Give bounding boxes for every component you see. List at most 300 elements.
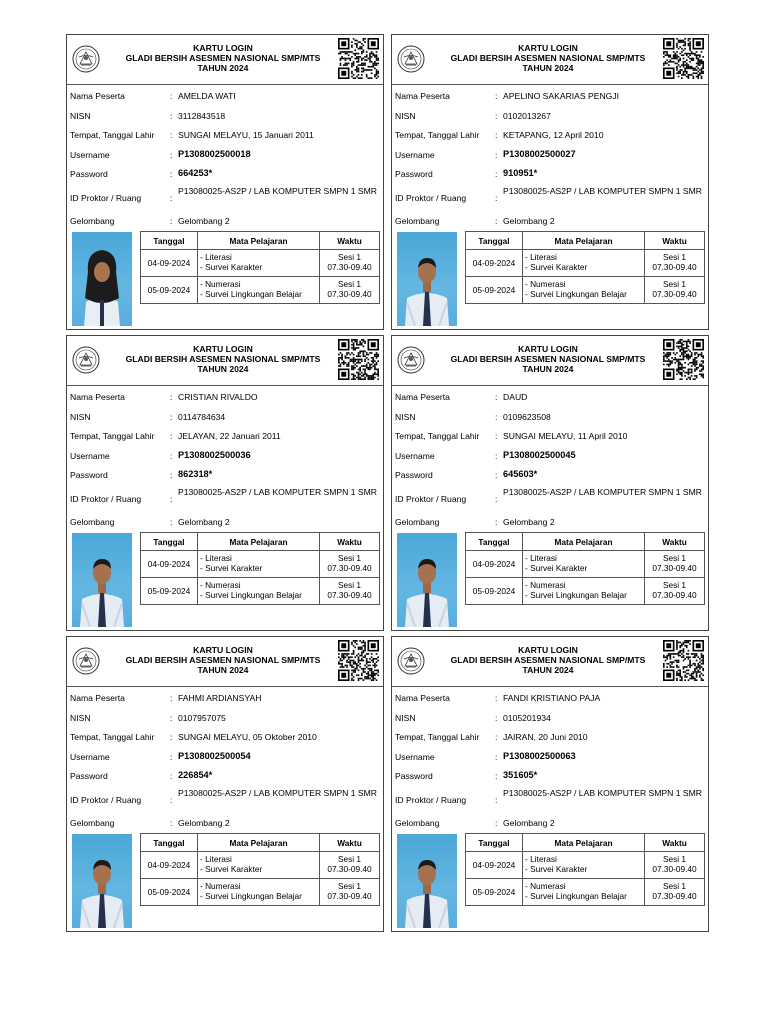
- label-ttl: Tempat, Tanggal Lahir: [395, 732, 480, 742]
- label-proktor: ID Proktor / Ruang: [395, 794, 467, 805]
- participant-info: [70, 388, 380, 532]
- card-title: KARTU LOGIN: [518, 43, 578, 53]
- schedule-row: [466, 277, 705, 304]
- participant-password: 226854*: [178, 770, 213, 780]
- participant-gelombang: Gelombang 2: [178, 817, 230, 828]
- subject-line: - Numerasi: [200, 279, 241, 290]
- qr-code-icon: [338, 38, 379, 79]
- label-nisn: NISN: [70, 110, 91, 121]
- qr-code-icon: [663, 640, 704, 681]
- card-header: [67, 637, 383, 687]
- time-range: 07.30-09.40: [327, 590, 372, 600]
- login-card-2: [391, 34, 709, 330]
- info-row-gelombang: [395, 513, 705, 533]
- label-password: Password: [395, 771, 433, 781]
- schedule-header-row: [141, 232, 380, 250]
- schedule-time: [645, 879, 705, 906]
- schedule-date: 05-09-2024: [141, 879, 198, 906]
- info-row-nisn: [70, 408, 380, 428]
- header-mapel: Mata Pelajaran: [198, 232, 320, 250]
- subject-line: - Survei Lingkungan Belajar: [525, 289, 627, 299]
- info-row-proktor: [395, 486, 705, 513]
- label-ttl: Tempat, Tanggal Lahir: [70, 431, 155, 441]
- colon: :: [495, 751, 498, 762]
- colon: :: [170, 411, 173, 422]
- schedule-row: [141, 852, 380, 879]
- colon: :: [170, 215, 173, 226]
- participant-nisn: 0114784634: [178, 411, 226, 422]
- schedule-date: 05-09-2024: [141, 578, 198, 605]
- tut-wuri-handayani-logo-icon: [71, 43, 101, 75]
- participant-username: P1308002500036: [178, 449, 251, 460]
- label-gelombang: Gelombang: [395, 817, 440, 828]
- schedule-subjects: [523, 852, 645, 879]
- participant-gelombang: Gelombang 2: [503, 215, 555, 226]
- colon: :: [495, 411, 498, 422]
- time-range: 07.30-09.40: [327, 891, 372, 901]
- card-year: TAHUN 2024: [197, 63, 249, 73]
- header-waktu: Waktu: [320, 232, 380, 250]
- card-subtitle: GLADI BERSIH ASESMEN NASIONAL SMP/MTS: [450, 354, 646, 364]
- schedule-time: [645, 578, 705, 605]
- header-mapel: Mata Pelajaran: [523, 232, 645, 250]
- schedule-time: [645, 852, 705, 879]
- subject-line: - Literasi: [200, 854, 232, 865]
- label-ttl: Tempat, Tanggal Lahir: [70, 130, 155, 140]
- tut-wuri-handayani-logo-icon: [71, 645, 101, 677]
- card-header: [67, 35, 383, 85]
- schedule-date: 04-09-2024: [141, 551, 198, 578]
- label-gelombang: Gelombang: [70, 817, 115, 828]
- card-header: [392, 35, 708, 85]
- info-row-ttl: [70, 728, 380, 748]
- card-year: TAHUN 2024: [522, 63, 574, 73]
- subject-line: - Literasi: [200, 252, 232, 263]
- card-subtitle: GLADI BERSIH ASESMEN NASIONAL SMP/MTS: [450, 655, 646, 665]
- card-title: KARTU LOGIN: [193, 344, 253, 354]
- colon: :: [170, 91, 173, 101]
- colon: :: [495, 712, 498, 723]
- info-row-ttl: [70, 427, 380, 447]
- colon: :: [495, 470, 498, 480]
- qr-code-icon: [663, 38, 704, 79]
- subject-line: - Literasi: [525, 854, 557, 865]
- colon: :: [170, 130, 173, 140]
- participant-photo: [397, 533, 457, 627]
- subject-line: - Survei Karakter: [200, 262, 263, 272]
- header-tanggal: Tanggal: [466, 232, 523, 250]
- schedule-date: 05-09-2024: [141, 277, 198, 304]
- participant-username: P1308002500027: [503, 148, 576, 159]
- label-password: Password: [70, 771, 108, 781]
- login-card-3: [66, 335, 384, 631]
- info-row-nisn: [395, 107, 705, 127]
- participant-name: APELINO SAKARIAS PENGJI: [503, 91, 620, 101]
- participant-nisn: 0109623508: [503, 411, 551, 422]
- card-title-block: [432, 344, 664, 374]
- time-range: 07.30-09.40: [327, 289, 372, 299]
- participant-proktor: P13080025-AS2P / LAB KOMPUTER SMPN 1 SMR: [178, 185, 378, 196]
- participant-gelombang: Gelombang 2: [503, 817, 555, 828]
- participant-birth: SUNGAI MELAYU, 15 Januari 2011: [178, 130, 314, 140]
- participant-password: 910951*: [503, 168, 538, 178]
- schedule-time: [645, 551, 705, 578]
- schedule-row: [466, 578, 705, 605]
- participant-name: CRISTIAN RIVALDO: [178, 392, 258, 402]
- schedule-row: [466, 551, 705, 578]
- card-subtitle: GLADI BERSIH ASESMEN NASIONAL SMP/MTS: [125, 53, 321, 63]
- card-title-block: [432, 645, 664, 675]
- schedule-subjects: [523, 551, 645, 578]
- label-proktor: ID Proktor / Ruang: [70, 192, 142, 203]
- schedule-row: [466, 879, 705, 906]
- info-row-username: [70, 447, 380, 467]
- info-row-password: [395, 165, 705, 185]
- info-row-password: [70, 767, 380, 787]
- colon: :: [170, 110, 173, 121]
- colon: :: [170, 392, 173, 402]
- schedule-date: 04-09-2024: [141, 250, 198, 277]
- label-username: Username: [395, 149, 435, 160]
- subject-line: - Numerasi: [200, 881, 241, 892]
- participant-photo: [72, 533, 132, 627]
- info-row-gelombang: [395, 212, 705, 232]
- participant-nisn: 3112843518: [178, 110, 226, 121]
- schedule-subjects: [523, 277, 645, 304]
- card-title: KARTU LOGIN: [518, 645, 578, 655]
- subject-line: - Survei Lingkungan Belajar: [200, 891, 302, 901]
- participant-gelombang: Gelombang 2: [178, 516, 230, 527]
- colon: :: [170, 693, 173, 703]
- login-card-1: [66, 34, 384, 330]
- schedule-row: [141, 578, 380, 605]
- qr-code-icon: [663, 339, 704, 380]
- subject-line: - Numerasi: [525, 580, 566, 591]
- subject-line: - Survei Karakter: [525, 563, 588, 573]
- colon: :: [495, 493, 498, 504]
- schedule-date: 05-09-2024: [466, 879, 523, 906]
- info-row-gelombang: [70, 212, 380, 232]
- header-waktu: Waktu: [320, 834, 380, 852]
- participant-birth: SUNGAI MELAYU, 05 Oktober 2010: [178, 732, 317, 742]
- label-ttl: Tempat, Tanggal Lahir: [395, 130, 480, 140]
- card-subtitle: GLADI BERSIH ASESMEN NASIONAL SMP/MTS: [125, 655, 321, 665]
- label-nama: Nama Peserta: [395, 392, 450, 402]
- subject-line: - Survei Karakter: [525, 864, 588, 874]
- colon: :: [170, 817, 173, 828]
- info-row-nama: [70, 689, 380, 709]
- session-label: Sesi 1: [337, 881, 362, 892]
- label-password: Password: [70, 470, 108, 480]
- schedule-table: [140, 833, 380, 906]
- label-nama: Nama Peserta: [395, 693, 450, 703]
- schedule-subjects: [198, 551, 320, 578]
- colon: :: [495, 693, 498, 703]
- label-proktor: ID Proktor / Ruang: [70, 794, 142, 805]
- info-row-proktor: [395, 787, 705, 814]
- label-password: Password: [70, 169, 108, 179]
- schedule-header-row: [141, 533, 380, 551]
- schedule-row: [141, 277, 380, 304]
- schedule-date: 05-09-2024: [466, 277, 523, 304]
- info-row-nama: [70, 87, 380, 107]
- info-row-nama: [395, 689, 705, 709]
- header-tanggal: Tanggal: [141, 232, 198, 250]
- participant-proktor: P13080025-AS2P / LAB KOMPUTER SMPN 1 SMR: [178, 787, 378, 798]
- qr-code-icon: [338, 640, 379, 681]
- label-nisn: NISN: [395, 411, 416, 422]
- subject-line: - Survei Lingkungan Belajar: [525, 590, 627, 600]
- header-waktu: Waktu: [645, 834, 705, 852]
- session-label: Sesi 1: [662, 881, 687, 892]
- label-gelombang: Gelombang: [70, 215, 115, 226]
- colon: :: [495, 110, 498, 121]
- session-label: Sesi 1: [337, 252, 362, 263]
- label-gelombang: Gelombang: [395, 215, 440, 226]
- label-username: Username: [395, 751, 435, 762]
- participant-photo: [397, 834, 457, 928]
- subject-line: - Survei Lingkungan Belajar: [200, 590, 302, 600]
- colon: :: [495, 794, 498, 805]
- session-label: Sesi 1: [662, 553, 687, 564]
- schedule-header-row: [466, 834, 705, 852]
- time-range: 07.30-09.40: [652, 891, 697, 901]
- participant-birth: KETAPANG, 12 April 2010: [503, 130, 604, 140]
- card-year: TAHUN 2024: [522, 665, 574, 675]
- label-nama: Nama Peserta: [395, 91, 450, 101]
- schedule-date: 04-09-2024: [466, 852, 523, 879]
- colon: :: [495, 91, 498, 101]
- schedule-date: 04-09-2024: [141, 852, 198, 879]
- header-waktu: Waktu: [645, 232, 705, 250]
- header-mapel: Mata Pelajaran: [523, 533, 645, 551]
- time-range: 07.30-09.40: [327, 262, 372, 272]
- schedule-time: [320, 250, 380, 277]
- schedule-subjects: [523, 879, 645, 906]
- tut-wuri-handayani-logo-icon: [396, 645, 426, 677]
- header-tanggal: Tanggal: [141, 533, 198, 551]
- label-nama: Nama Peserta: [70, 392, 125, 402]
- header-waktu: Waktu: [320, 533, 380, 551]
- label-username: Username: [70, 149, 110, 160]
- info-row-proktor: [395, 185, 705, 212]
- participant-username: P1308002500063: [503, 750, 576, 761]
- info-row-username: [395, 447, 705, 467]
- card-title-block: [107, 645, 339, 675]
- participant-info: [395, 87, 705, 231]
- participant-nisn: 0107957075: [178, 712, 226, 723]
- participant-name: DAUD: [503, 392, 528, 402]
- session-label: Sesi 1: [662, 580, 687, 591]
- colon: :: [170, 516, 173, 527]
- schedule-subjects: [198, 578, 320, 605]
- schedule-header-row: [466, 232, 705, 250]
- schedule-time: [320, 277, 380, 304]
- info-row-username: [395, 748, 705, 768]
- colon: :: [495, 130, 498, 140]
- schedule-subjects: [523, 250, 645, 277]
- schedule-time: [320, 852, 380, 879]
- participant-name: FAHMI ARDIANSYAH: [178, 693, 262, 703]
- subject-line: - Literasi: [525, 252, 557, 263]
- card-title: KARTU LOGIN: [518, 344, 578, 354]
- time-range: 07.30-09.40: [327, 563, 372, 573]
- colon: :: [170, 192, 173, 203]
- time-range: 07.30-09.40: [652, 590, 697, 600]
- session-label: Sesi 1: [662, 279, 687, 290]
- card-subtitle: GLADI BERSIH ASESMEN NASIONAL SMP/MTS: [450, 53, 646, 63]
- participant-gelombang: Gelombang 2: [178, 215, 230, 226]
- header-tanggal: Tanggal: [466, 834, 523, 852]
- card-title: KARTU LOGIN: [193, 43, 253, 53]
- info-row-proktor: [70, 185, 380, 212]
- label-gelombang: Gelombang: [395, 516, 440, 527]
- info-row-password: [395, 767, 705, 787]
- time-range: 07.30-09.40: [327, 864, 372, 874]
- participant-birth: SUNGAI MELAYU, 11 April 2010: [503, 431, 628, 441]
- card-year: TAHUN 2024: [522, 364, 574, 374]
- info-row-nisn: [70, 709, 380, 729]
- card-title-block: [107, 43, 339, 73]
- participant-info: [70, 689, 380, 833]
- colon: :: [170, 771, 173, 781]
- colon: :: [170, 450, 173, 461]
- colon: :: [170, 712, 173, 723]
- colon: :: [495, 771, 498, 781]
- participant-proktor: P13080025-AS2P / LAB KOMPUTER SMPN 1 SMR: [503, 486, 703, 497]
- card-header: [392, 336, 708, 386]
- label-nisn: NISN: [395, 712, 416, 723]
- info-row-nama: [395, 388, 705, 408]
- card-year: TAHUN 2024: [197, 364, 249, 374]
- card-header: [392, 637, 708, 687]
- info-row-proktor: [70, 787, 380, 814]
- header-mapel: Mata Pelajaran: [523, 834, 645, 852]
- schedule-row: [141, 879, 380, 906]
- subject-line: - Survei Lingkungan Belajar: [525, 891, 627, 901]
- label-password: Password: [395, 470, 433, 480]
- colon: :: [495, 169, 498, 179]
- login-card-6: [391, 636, 709, 932]
- info-row-gelombang: [70, 513, 380, 533]
- schedule-date: 05-09-2024: [466, 578, 523, 605]
- label-ttl: Tempat, Tanggal Lahir: [70, 732, 155, 742]
- schedule-header-row: [466, 533, 705, 551]
- schedule-row: [466, 852, 705, 879]
- info-row-gelombang: [70, 814, 380, 834]
- schedule-time: [320, 879, 380, 906]
- session-label: Sesi 1: [662, 252, 687, 263]
- schedule-table: [465, 833, 705, 906]
- participant-photo: [72, 834, 132, 928]
- card-subtitle: GLADI BERSIH ASESMEN NASIONAL SMP/MTS: [125, 354, 321, 364]
- label-ttl: Tempat, Tanggal Lahir: [395, 431, 480, 441]
- participant-info: [395, 388, 705, 532]
- label-nisn: NISN: [70, 712, 91, 723]
- session-label: Sesi 1: [662, 854, 687, 865]
- tut-wuri-handayani-logo-icon: [71, 344, 101, 376]
- label-nisn: NISN: [70, 411, 91, 422]
- time-range: 07.30-09.40: [652, 563, 697, 573]
- subject-line: - Survei Karakter: [525, 262, 588, 272]
- colon: :: [170, 169, 173, 179]
- participant-gelombang: Gelombang 2: [503, 516, 555, 527]
- time-range: 07.30-09.40: [652, 864, 697, 874]
- participant-proktor: P13080025-AS2P / LAB KOMPUTER SMPN 1 SMR: [503, 787, 703, 798]
- info-row-nisn: [395, 709, 705, 729]
- info-row-username: [70, 146, 380, 166]
- participant-name: AMELDA WATI: [178, 91, 236, 101]
- schedule-time: [645, 277, 705, 304]
- session-label: Sesi 1: [337, 279, 362, 290]
- subject-line: - Survei Karakter: [200, 864, 263, 874]
- info-row-ttl: [70, 126, 380, 146]
- participant-info: [70, 87, 380, 231]
- participant-proktor: P13080025-AS2P / LAB KOMPUTER SMPN 1 SMR: [178, 486, 378, 497]
- label-proktor: ID Proktor / Ruang: [70, 493, 142, 504]
- label-nisn: NISN: [395, 110, 416, 121]
- participant-info: [395, 689, 705, 833]
- tut-wuri-handayani-logo-icon: [396, 344, 426, 376]
- time-range: 07.30-09.40: [652, 289, 697, 299]
- info-row-password: [70, 466, 380, 486]
- participant-birth: JELAYAN, 22 Januari 2011: [178, 431, 281, 441]
- participant-password: 351605*: [503, 770, 538, 780]
- label-proktor: ID Proktor / Ruang: [395, 493, 467, 504]
- info-row-password: [395, 466, 705, 486]
- card-title-block: [432, 43, 664, 73]
- colon: :: [495, 215, 498, 226]
- colon: :: [495, 732, 498, 742]
- colon: :: [495, 450, 498, 461]
- label-username: Username: [70, 450, 110, 461]
- schedule-table: [140, 231, 380, 304]
- colon: :: [170, 493, 173, 504]
- subject-line: - Literasi: [200, 553, 232, 564]
- schedule-subjects: [198, 852, 320, 879]
- header-tanggal: Tanggal: [466, 533, 523, 551]
- schedule-row: [141, 250, 380, 277]
- card-header: [67, 336, 383, 386]
- colon: :: [170, 470, 173, 480]
- info-row-ttl: [395, 126, 705, 146]
- info-row-nama: [395, 87, 705, 107]
- participant-name: FANDI KRISTIANO PAJA: [503, 693, 601, 703]
- login-card-grid: [66, 34, 709, 932]
- schedule-time: [320, 551, 380, 578]
- participant-photo: [397, 232, 457, 326]
- qr-code-icon: [338, 339, 379, 380]
- colon: :: [495, 192, 498, 203]
- schedule-table: [140, 532, 380, 605]
- label-password: Password: [395, 169, 433, 179]
- session-label: Sesi 1: [337, 553, 362, 564]
- schedule-subjects: [198, 250, 320, 277]
- colon: :: [495, 149, 498, 160]
- info-row-gelombang: [395, 814, 705, 834]
- subject-line: - Numerasi: [525, 881, 566, 892]
- participant-proktor: P13080025-AS2P / LAB KOMPUTER SMPN 1 SMR: [503, 185, 703, 196]
- participant-username: P1308002500018: [178, 148, 251, 159]
- colon: :: [170, 751, 173, 762]
- time-range: 07.30-09.40: [652, 262, 697, 272]
- schedule-time: [645, 250, 705, 277]
- header-mapel: Mata Pelajaran: [198, 834, 320, 852]
- colon: :: [170, 794, 173, 805]
- participant-nisn: 0102013267: [503, 110, 551, 121]
- label-username: Username: [395, 450, 435, 461]
- session-label: Sesi 1: [337, 580, 362, 591]
